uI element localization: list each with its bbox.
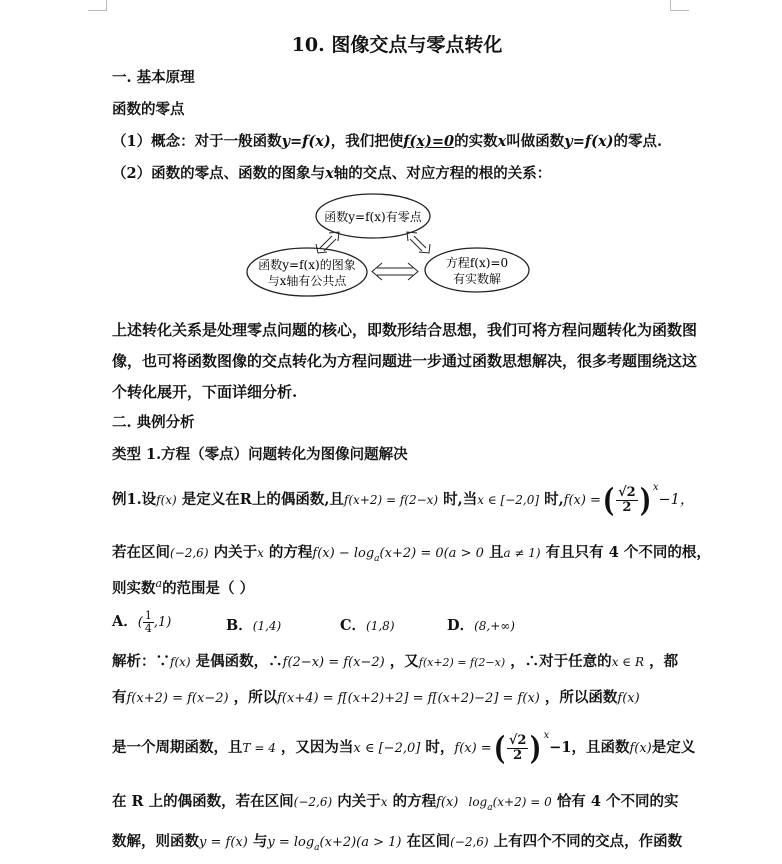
solution-line-4: 在 R 上的偶函数，若在区间(−2,6) 内关于x 的方程f(x) $\log_a(x+2) = 0$ 恰有 4 个不同的实 (112, 793, 679, 813)
diagram-text-right-2: 有实数解 (452, 272, 502, 286)
page-title: 10. 图像交点与零点转化 (291, 34, 503, 56)
fraction-sqrt2-over-2: $\frac{√2}{2}$ (618, 484, 636, 515)
diagram-text-right-1: 方程f(x)=0 (445, 256, 509, 270)
double-arrow-horizontal-icon (372, 263, 418, 280)
option-a[interactable]: A．( $\frac{1}{4}$ ,1) (112, 609, 172, 635)
solution-line-5: 数解，则函数y = f(x) 与$y = \log_a(x+2)(a > 1)$ 在区间(−2,6) 上有四个不同的交点，作函数 (112, 833, 683, 853)
type1-heading: 类型 1.方程（零点）问题转化为图像问题解决 (112, 446, 408, 463)
page-corner-mark-left (88, 0, 107, 11)
option-d[interactable]: D．(8,+∞) (447, 617, 515, 634)
paragraph-line-1: 上述转化关系是处理零点问题的核心，即数形结合思想，我们可将方程问题转化为函数图 (112, 321, 698, 339)
option-c[interactable]: C．(1,8) (340, 617, 395, 634)
example-line-1: 例1.设f(x) 是定义在R上的偶函数,且f(x+2) = f(2−x) 时,当x ∈ [−2,0] 时,f(x) =( $\frac{√2}{2}$ ) $^x$−1， (112, 481, 695, 519)
diagram-text-left-1: 函数y=f(x)的图象 (258, 258, 356, 272)
concept-line: （1）概念：对于一般函数y=f(x)，我们把使f(x)=0的实数x叫做函数y=f(x)的零点. (112, 133, 663, 150)
section-heading-examples: 二. 典例分析 (112, 414, 195, 431)
section-heading-basic: 一. 基本原理 (112, 69, 195, 86)
solution-line-3: 是一个周期函数，且T = 4 ，又因为当x ∈ [−2,0] 时，f(x) =( $\frac{√2}{2}$ ) $^x$−1，且函数f(x)是定义 (112, 729, 696, 767)
example-line-3: 则实数$^a$的范围是（ ） (112, 577, 255, 597)
page-corner-mark-right (670, 0, 689, 11)
paragraph-line-3: 个转化展开，下面详细分析. (112, 383, 298, 401)
solution-line-1: 解析：∵f(x) 是偶函数，∴f(2−x) = f(x−2) ，又f(x+2) = f(2−x) ，∴对于任意的x ∈ R ，都 (112, 653, 679, 670)
option-b[interactable]: B．(1,4) (226, 617, 282, 634)
diagram-text-top: 函数y=f(x)有零点 (324, 210, 422, 224)
diagram-ellipse-left (247, 248, 367, 296)
options-row (112, 610, 682, 638)
diagram-text-left-2: 与x轴有公共点 (267, 274, 347, 288)
relation-line: （2）函数的零点、函数的图象与x轴的交点、对应方程的根的关系： (112, 165, 552, 182)
paragraph-line-2: 像，也可将函数图像的交点转化为方程问题进一步通过函数思想解决，很多考题围绕这这 (112, 352, 698, 370)
double-arrow-right-icon (407, 232, 430, 253)
example-line-2: 若在区间(−2,6) 内关于x 的方程$f(x) - \log_a(x+2) = 0(a > 0$ 且a ≠ 1) 有且只有 4 个不同的根， (112, 544, 711, 564)
relation-diagram (242, 190, 542, 302)
solution-line-2: 有f(x+2) = f(x−2) ，所以f(x+4) = f[(x+2)+2] = f[(x+2)−2] = f(x) ，所以函数f(x) (112, 689, 640, 706)
subheading-zero-point: 函数的零点 (112, 101, 185, 118)
